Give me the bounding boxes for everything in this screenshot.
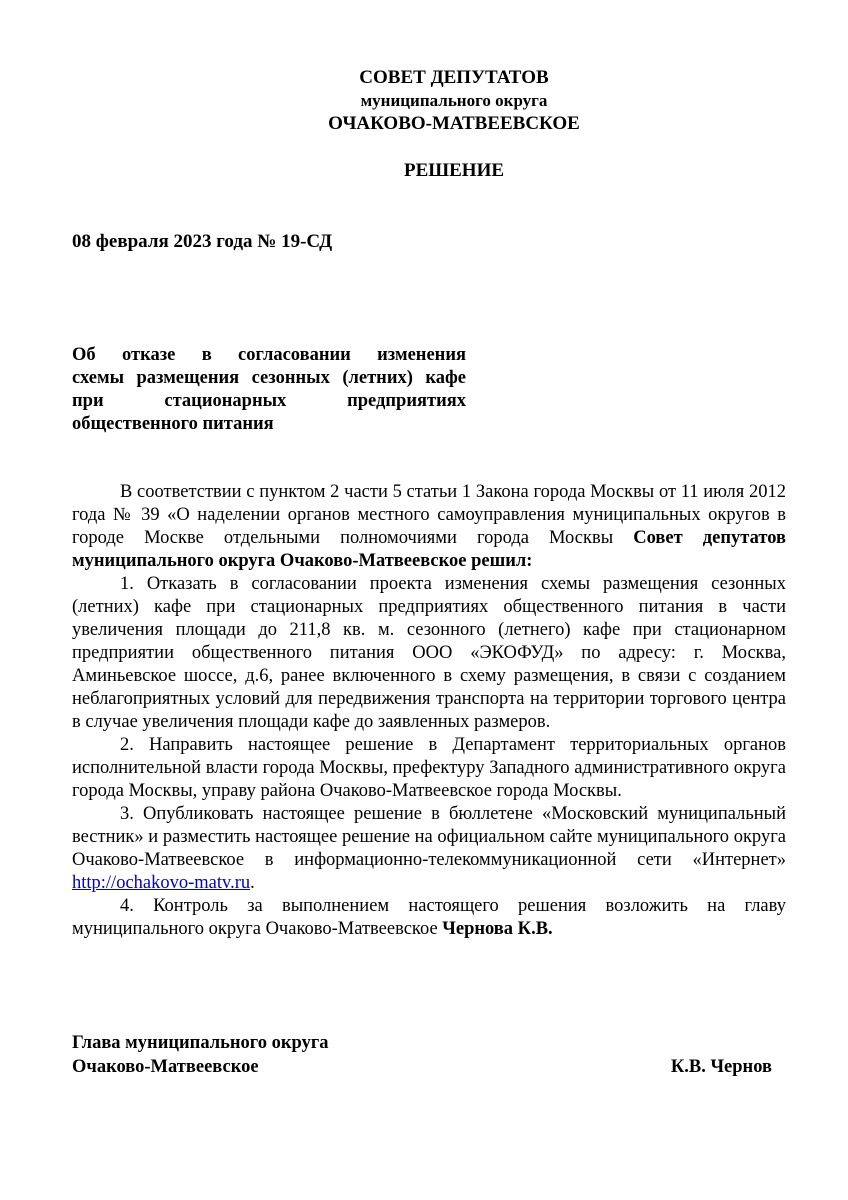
item-3 <box>72 803 786 895</box>
signature-block <box>72 1031 772 1079</box>
item-3-text: 3. Опубликовать настоящее решение в бюллетене «Московский муниципальный вестник» и разместить настоящее решение на официальном сайте муниципального округа Очаково-Матвеевское в информационно-телекоммуникационной сети «Интернет» <box>72 804 786 870</box>
item-3-end: . <box>250 873 255 893</box>
decision-body <box>72 481 786 941</box>
district-kind: муниципального округа <box>360 91 548 110</box>
preamble-text: В соответствии с пунктом 2 части 5 статьи 1 Закона города Москвы от 11 июля 2012 года № 39 «О наделении органов местного самоуправления муниципальных округов в городе Москве отдельными полномочиями города Москвы <box>72 482 786 548</box>
document-header <box>0 66 848 135</box>
signatory-name: К.В. Чернов <box>670 1057 772 1077</box>
signatory-title-line: Глава муниципального округа <box>72 1033 329 1053</box>
item-4-bold: Чернова К.В. <box>442 919 553 939</box>
preamble-bold: Совет депутатов муниципального округа Очаково-Матвеевское решил: <box>72 528 786 571</box>
subject-line: общественного питания <box>72 414 274 434</box>
item-4-text: 4. Контроль за выполнением настоящего решения возложить на главу муниципального округа Очаково-Матвеевское <box>72 896 786 939</box>
subject-line: при стационарных предприятиях <box>72 391 466 411</box>
signatory-title <box>72 1031 772 1079</box>
item-2: 2. Направить настоящее решение в Департамент территориальных органов исполнительной власти города Москвы, префектуру Западного административного округа города Москвы, управу района Очаково-Матвеевское города Москвы. <box>72 735 786 801</box>
item-4 <box>72 895 786 941</box>
signatory-title-line: Очаково-Матвеевское <box>72 1057 259 1077</box>
date-number: 08 февраля 2023 года № 19-СД <box>72 231 333 252</box>
council-title: СОВЕТ ДЕПУТАТОВ <box>359 67 549 88</box>
subject-line: схемы размещения сезонных (летних) кафе <box>72 368 466 388</box>
district-name: ОЧАКОВО-МАТВЕЕВСКОЕ <box>328 113 580 134</box>
preamble-paragraph <box>72 481 786 573</box>
item-1: 1. Отказать в согласовании проекта изменения схемы размещения сезонных (летних) кафе при стационарных предприятиях общественного питания в части увеличения площади до 211,8 кв. м. сезонного (летнего) кафе при стационарном предприятии общественного питания ООО «ЭКОФУД» по адресу: г. Москва, Аминьевское шоссе, д.6, ранее включенного в схему размещения, в связи с созданием неблагоприятных условий для передвижения транспорта на территории торгового центра в случае увеличения площади кафе до заявленных размеров. <box>72 574 786 732</box>
document-type: РЕШЕНИЕ <box>403 160 505 181</box>
website-link[interactable]: http://ochakovo-matv.ru <box>72 873 251 893</box>
subject-line: Об отказе в согласовании изменения <box>72 345 466 365</box>
decision-subject <box>72 344 466 436</box>
